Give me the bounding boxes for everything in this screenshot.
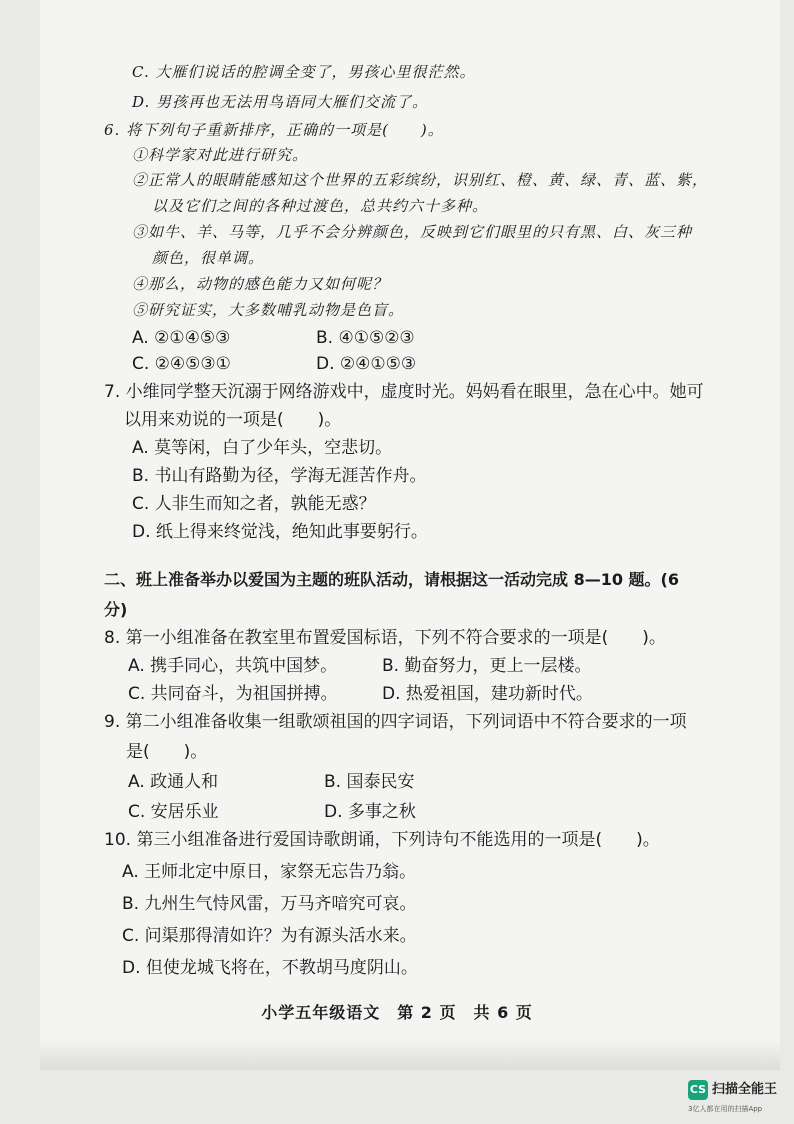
q6-sentence-5: ⑤研究证实，大多数哺乳动物是色盲。 [132,301,405,319]
q9-option-b: B. 国泰民安 [324,772,415,792]
q9-option-a: A. 政通人和 [128,772,219,792]
q6-sentence-2-cont: 以及它们之间的各种过渡色，总共约六十多种。 [152,197,489,215]
q7-option-a: A. 莫等闲，白了少年头，空悲切。 [132,438,393,458]
q6-option-c: C. ②④⑤③① [132,354,231,374]
q5-option-c: C. 大雁们说话的腔调全变了，男孩心里很茫然。 [132,63,476,81]
q9-option-c: C. 安居乐业 [128,802,219,822]
q10-option-c: C. 问渠那得清如许？为有源头活水来。 [122,926,417,946]
q6-sentence-2: ②正常人的眼睛能感知这个世界的五彩缤纷，识别红、橙、黄、绿、青、蓝、紫， [132,171,709,189]
q6-sentence-1: ①科学家对此进行研究。 [132,146,309,164]
camscanner-tagline: 3亿人都在用的扫描App [688,1105,763,1113]
q9-stem: 9. 第二小组准备收集一组歌颂祖国的四字词语，下列词语中不符合要求的一项 [104,712,687,732]
page-footer: 小学五年级语文 第 2 页 共 6 页 [261,1003,533,1022]
q9-stem-cont: 是( )。 [126,742,208,762]
q7-stem: 7. 小维同学整天沉溺于网络游戏中，虚度时光。妈妈看在眼里，急在心中。她可 [104,382,704,402]
q6-sentence-4: ④那么，动物的感色能力又如何呢？ [132,275,389,293]
q9-option-d: D. 多事之秋 [324,802,416,822]
q6-option-a: A. ②①④⑤③ [132,328,231,348]
q8-option-d: D. 热爱祖国，建功新时代。 [382,684,593,704]
q8-option-a: A. 携手同心，共筑中国梦。 [128,656,338,676]
q6-stem: 6. 将下列句子重新排序，正确的一项是( )。 [104,121,444,139]
q10-option-a: A. 王师北定中原日，家祭无忘告乃翁。 [122,862,417,882]
q10-option-b: B. 九州生气恃风雷，万马齐喑究可哀。 [122,894,417,914]
q8-option-b: B. 勤奋努力，更上一层楼。 [382,656,592,676]
q5-option-d: D. 男孩再也无法用鸟语同大雁们交流了。 [132,93,429,111]
q8-stem: 8. 第一小组准备在教室里布置爱国标语，下列不符合要求的一项是( )。 [104,628,666,648]
section-2-heading: 二、班上准备举办以爱国为主题的班队活动，请根据这一活动完成 8—10 题。(6 [104,570,679,589]
q6-sentence-3: ③如牛、羊、马等，几乎不会分辨颜色，反映到它们眼里的只有黑、白、灰三种 [132,223,693,241]
q7-option-c: C. 人非生而知之者，孰能无惑？ [132,494,376,514]
q6-option-b: B. ④①⑤②③ [316,328,415,348]
q7-option-d: D. 纸上得来终觉浅，绝知此事要躬行。 [132,522,428,542]
page-shadow [40,1040,780,1070]
camscanner-name: 扫描全能王 [712,1082,778,1097]
q7-option-b: B. 书山有路勤为径，学海无涯苦作舟。 [132,466,427,486]
q10-stem: 10. 第三小组准备进行爱国诗歌朗诵，下列诗句不能选用的一项是( )。 [104,830,660,850]
q10-option-d: D. 但使龙城飞将在，不教胡马度阴山。 [122,958,418,978]
q6-sentence-3-cont: 颜色，很单调。 [152,249,265,267]
q7-stem-cont: 以用来劝说的一项是( )。 [124,410,342,430]
camscanner-logo-icon: CS [688,1080,708,1100]
q6-option-d: D. ②④①⑤③ [316,354,417,374]
q8-option-c: C. 共同奋斗，为祖国拼搏。 [128,684,338,704]
section-2-heading-cont: 分) [104,600,128,619]
